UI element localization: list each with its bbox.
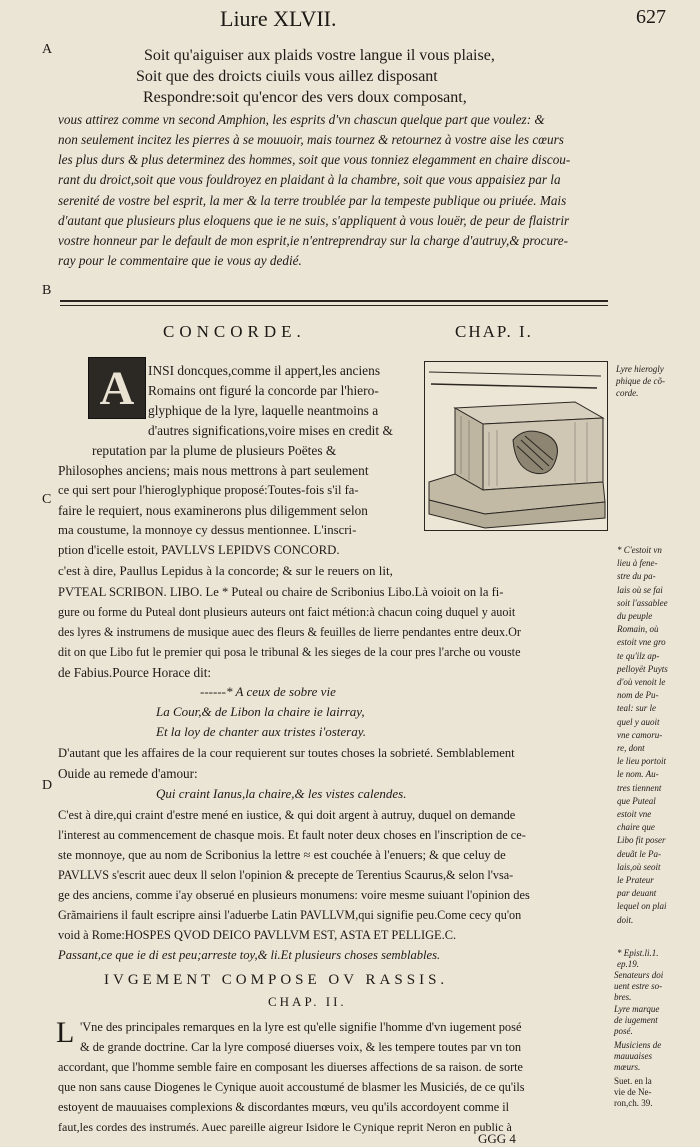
text-line: & de grande doctrine. Car la lyre composé diuerses voix, & les tempere toutes par vn ton bbox=[80, 1040, 522, 1054]
woodcut-illustration bbox=[424, 361, 608, 531]
initial-letter: A bbox=[99, 361, 135, 415]
side-note: phique de cõ- bbox=[616, 376, 665, 386]
text-line: que non sans cause Diogenes le Cynique auoit accoustumé de blasmer les Musiciés, de ce qu'ils bbox=[58, 1080, 525, 1094]
side-note: chaire que bbox=[617, 822, 655, 833]
text-line: PAVLLVS s'escrit auec deux ll selon l'opinion & precepte de Terentius Scaurus,& selon l'vsa- bbox=[58, 868, 514, 882]
section-rule bbox=[60, 300, 608, 302]
side-note: lais où se fai bbox=[617, 584, 663, 595]
text-line: ma coustume, la monnoye cy dessus mentionnee. L'inscri- bbox=[58, 523, 357, 537]
verse-line: Soit qu'aiguiser aux plaids vostre langue il vous plaise, bbox=[144, 47, 495, 64]
verse-line: Soit que des droicts ciuils vous aillez disposant bbox=[136, 68, 438, 85]
side-note: re, dont bbox=[617, 743, 645, 753]
text-line: rant du droict,soit que vous fouldroyez en plaidant à la chambre, soit que vous appaisiez par la bbox=[58, 172, 561, 187]
side-note: vne camoru- bbox=[617, 729, 663, 740]
horace-verse: Et la loy de chanter aux tristes i'osteray. bbox=[156, 724, 367, 739]
text-line: D'autant que les affaires de la cour requierent sur toutes choses la sobrieté. Semblablement bbox=[58, 746, 515, 760]
text-line: ge des anciens, comme i'ay obserué en plusieurs monumens: voire mesme suiuant l'opinion des bbox=[58, 888, 530, 902]
side-note: vie de Ne- bbox=[614, 1087, 652, 1097]
side-note: Musiciens de bbox=[614, 1040, 662, 1050]
text-line: c'est à dire, Paullus Lepidus à la concorde; & sur le reuers on lit, bbox=[58, 563, 393, 578]
side-note: par deuant bbox=[617, 888, 657, 899]
side-note: uent estre so- bbox=[614, 981, 663, 991]
side-note: * C'estoit vn bbox=[617, 545, 662, 555]
horace-verse: ------* A ceux de sobre vie bbox=[200, 684, 336, 699]
text-line: Passant,ce que ie di est peu;arreste toy,& li.Et plusieurs choses semblables. bbox=[58, 948, 441, 962]
margin-letter-b: B bbox=[42, 283, 52, 298]
chapter-number: CHAP. II. bbox=[268, 994, 347, 1009]
text-line: l'interest au commencement de chasque mois. Et fault noter deux choses en l'inscription de ce- bbox=[58, 828, 526, 842]
text-line: ray pour le commentaire que ie vous ay dedié. bbox=[58, 253, 302, 268]
text-line: PVTEAL SCRIBON. LIBO. Le * Puteal ou chaire de Scribonius Libo.Là voioit on la fi- bbox=[58, 585, 504, 599]
text-line: ste monnoye, que au nom de Scribonius la lettre ≈ est couchée à l'enuers; & que celuy de bbox=[58, 848, 506, 862]
section-rule bbox=[60, 305, 608, 306]
text-line: gure ou forme du Puteal dont plusieurs auteurs ont faict métion:à chacun coing duquel y auoit bbox=[58, 605, 516, 619]
horace-verse: La Cour,& de Libon la chaire ie lairray, bbox=[156, 704, 365, 719]
side-note: le nom. Au- bbox=[617, 769, 659, 780]
side-note: lieu à fene- bbox=[617, 558, 658, 569]
text-line: ption d'icelle estoit, PAVLLVS LEPIDVS CONCORD. bbox=[58, 543, 340, 557]
text-line: les plus durs & plus determinez des hommes, soit que vous tonniez elegamment en chaire discou- bbox=[58, 152, 571, 167]
text-line: vostre honneur par le default de mon esprit,ie n'entreprendray sur la charge d'autruy,& procure- bbox=[58, 233, 568, 248]
margin-letter-c: C bbox=[42, 492, 52, 507]
side-note: Romain, où bbox=[617, 624, 659, 635]
side-note: stre du pa- bbox=[617, 571, 656, 582]
margin-letter-d: D bbox=[42, 778, 53, 793]
ovid-verse: Qui craint Ianus,la chaire,& les vistes calendes. bbox=[156, 786, 407, 801]
side-note: Libo fit poser bbox=[617, 835, 666, 846]
side-note: mœurs. bbox=[614, 1062, 641, 1072]
verse-line: Respondre:soit qu'encor des vers doux composant, bbox=[143, 89, 467, 106]
side-note: Lyre hierogly bbox=[616, 364, 664, 374]
side-note: posé. bbox=[614, 1026, 633, 1036]
side-note: lais,où seoit bbox=[617, 861, 661, 872]
side-note: d'où venoit le bbox=[617, 677, 666, 687]
text-line: dit on que Libo fut le premier qui posa le tribunal & les sieges de la cour pres l'arche ou vouste bbox=[58, 645, 521, 659]
signature-mark: GGG 4 bbox=[478, 1131, 516, 1146]
side-note: Suet. en la bbox=[614, 1076, 652, 1086]
side-note: teal: sur le bbox=[617, 703, 656, 714]
side-note: le Prateur bbox=[617, 875, 654, 885]
side-note: pelloyët Puyts bbox=[617, 663, 668, 674]
chapter-number: CHAP. I. bbox=[455, 322, 533, 341]
text-line: Grãmairiens il fault escripre ainsi l'aduerbe Latin PAVLLVM,qui signifie peu.Come cecy qu'on bbox=[58, 908, 522, 922]
side-note: bres. bbox=[614, 992, 632, 1002]
running-title: Liure XLVII. bbox=[220, 6, 337, 31]
text-line: reputation par la plume de plusieurs Poëtes & bbox=[92, 443, 337, 458]
text-line: accordant, que l'homme semble faire en composant les diuerses affections de sa raison. de sorte bbox=[58, 1060, 523, 1074]
side-note: mauuaises bbox=[614, 1051, 652, 1061]
text-line: non seulement incitez les pierres à se mouuoir, mais tournez & retournez à vostre aise les cœurs bbox=[58, 132, 564, 147]
text-line: faire le requiert, nous examinerons plus diligemment selon bbox=[58, 503, 368, 518]
side-note: estoit vne bbox=[617, 809, 652, 819]
text-line: de Fabius.Pource Horace dit: bbox=[58, 665, 212, 680]
side-note: Lyre marque bbox=[614, 1004, 660, 1014]
pedestal-lyre-icon bbox=[425, 362, 607, 530]
text-line: des lyres & instrumens de musique auec des fleurs & feuilles de lierre pendantes entre deux.Or bbox=[58, 625, 521, 639]
margin-letter-a: A bbox=[42, 42, 53, 57]
side-note: ron,ch. 39. bbox=[614, 1098, 653, 1108]
text-line: Philosophes anciens; mais nous mettrons à part seulement bbox=[58, 463, 369, 478]
text-line: d'autres significations,voire mises en credit & bbox=[148, 423, 393, 438]
side-note: nom de Pu- bbox=[617, 690, 659, 701]
text-line: C'est à dire,qui craint d'estre mené en iustice, & qui doit argent à autruy, duquel on demande bbox=[58, 808, 516, 822]
side-note: deuãt le Pa- bbox=[617, 848, 661, 859]
side-note: te qu'ilz ap- bbox=[617, 650, 660, 661]
ornamental-initial bbox=[88, 357, 146, 419]
side-note: du peuple bbox=[617, 611, 653, 621]
side-note: doit. bbox=[617, 914, 634, 925]
initial-letter: L bbox=[56, 1016, 75, 1049]
text-line: serenité de vostre bel esprit, la mer & la terre troublée par la tempeste publique ou priuée. Mais bbox=[58, 193, 567, 208]
text-line: Ouide au remede d'amour: bbox=[58, 766, 198, 781]
side-note: * Epist.li.1. bbox=[617, 948, 659, 958]
side-note: Senateurs doi bbox=[614, 970, 664, 980]
side-note: estoit vne gro bbox=[617, 637, 666, 648]
side-note: lequel on plai bbox=[617, 901, 667, 912]
text-line: d'autant que plusieurs plus eloquens que ie ne suis, s'appliquent à vous louër, de peur de flaistrir bbox=[58, 213, 570, 228]
side-note: tres tiennent bbox=[617, 782, 662, 793]
page-number: 627 bbox=[636, 6, 666, 28]
side-note: le lieu portoit bbox=[617, 756, 666, 767]
text-line: 'Vne des principales remarques en la lyre est qu'elle signifie l'homme d'vn iugement posé bbox=[80, 1020, 522, 1034]
side-note: de iugement bbox=[614, 1015, 658, 1025]
text-line: void à Rome:HOSPES QVOD DEICO PAVLLVM EST, ASTA ET PELLIGE.C. bbox=[58, 928, 457, 942]
text-line: ce qui sert pour l'hieroglyphique proposé:Toutes-fois s'il fa- bbox=[58, 483, 359, 497]
text-line: glyphique de la lyre, laquelle neantmoins a bbox=[148, 403, 379, 418]
text-line: estoyent de mauuaises complexions & discordantes mœurs, veu qu'ils accordoyent comme il bbox=[58, 1100, 509, 1114]
chapter-title: IVGEMENT COMPOSE OV RASSIS. bbox=[104, 972, 449, 988]
side-note: que Puteal bbox=[617, 795, 656, 806]
chapter-title: CONCORDE. bbox=[163, 322, 306, 341]
text-line: INSI doncques,comme il appert,les anciens bbox=[148, 363, 381, 378]
side-note: soit l'assablee bbox=[617, 597, 668, 608]
running-header bbox=[220, 6, 337, 32]
text-line: faut,les cordes des instrumés. Auec pareille aigreur Isidore le Cynique reprit Neron en public à bbox=[58, 1120, 512, 1134]
side-note: quel y auoit bbox=[617, 716, 660, 727]
text-line: Romains ont figuré la concorde par l'hiero- bbox=[148, 383, 379, 398]
side-note: ep.19. bbox=[617, 959, 639, 969]
text-line: vous attirez comme vn second Amphion, les esprits d'vn chascun quelque part que voulez: & bbox=[58, 112, 545, 127]
side-note: corde. bbox=[616, 388, 639, 398]
